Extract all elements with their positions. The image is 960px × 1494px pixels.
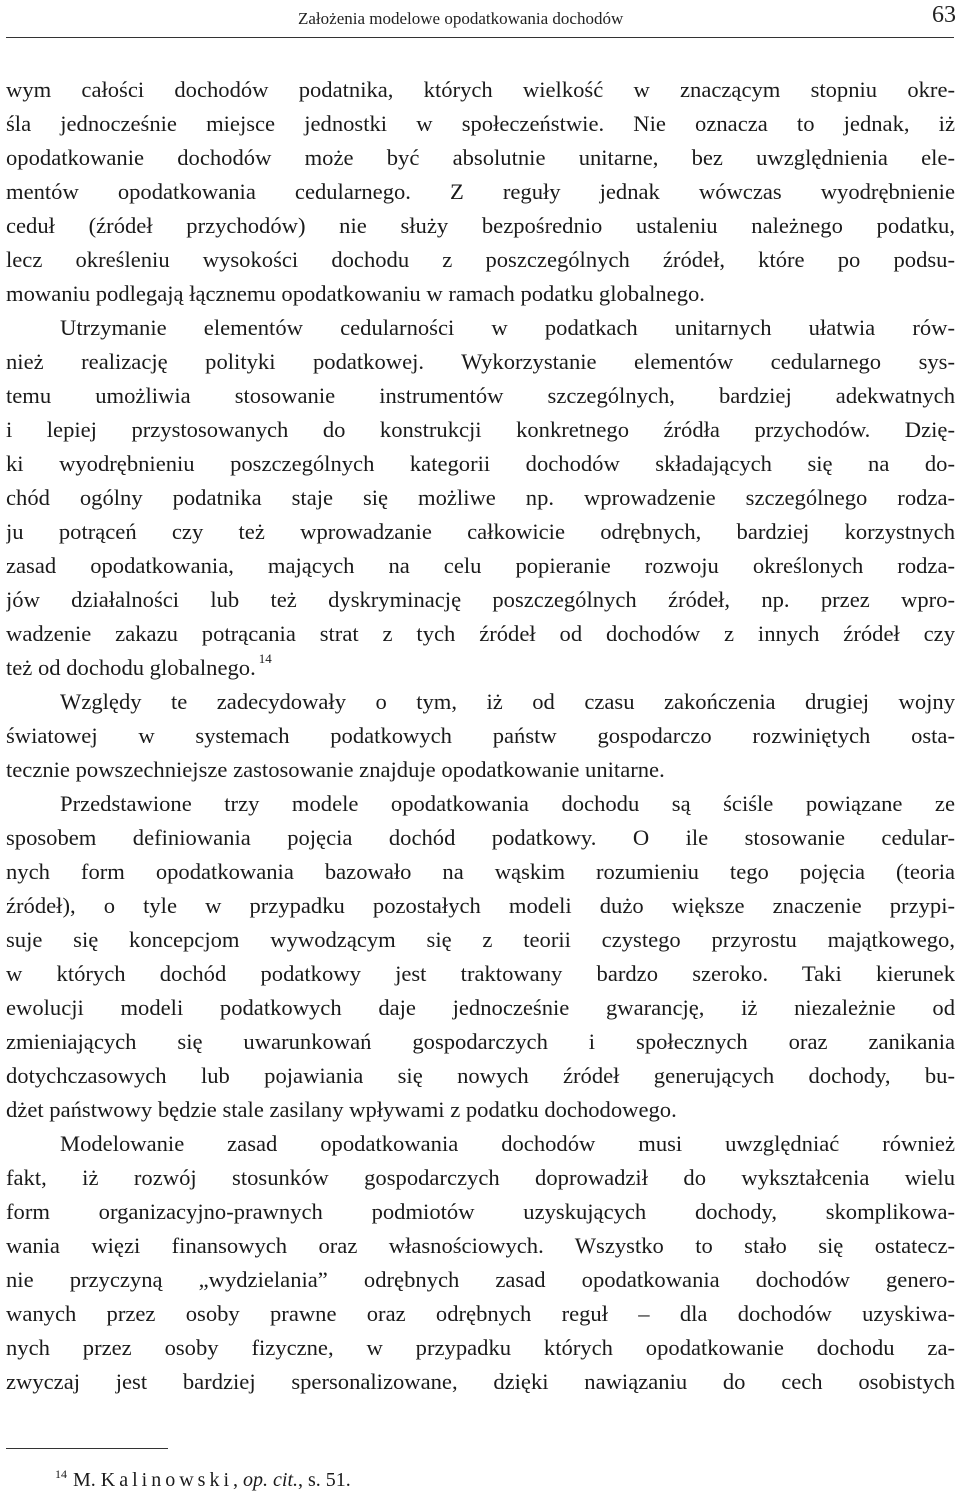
text-line: nież realizację polityki podatkowej. Wykorzystanie elementów cedularnego sys-: [6, 349, 955, 374]
text-line: zasad opodatkowania, mających na celu popieranie rozwoju określonych rodza-: [6, 553, 955, 578]
text-line: w których dochód podatkowy jest traktowany bardzo szeroko. Taki kierunek: [6, 961, 955, 986]
text-line: dżet państwowy będzie stale zasilany wpływami z podatku dochodowego.: [6, 1097, 677, 1122]
text-line: opodatkowanie dochodów może być absolutnie unitarne, bez uwzględnienia ele-: [6, 145, 955, 170]
header-rule: [6, 37, 954, 38]
text-line: wania więzi finansowych oraz własnościowych. Wszystko to stało się ostatecz-: [6, 1233, 955, 1258]
text-line: ki wyodrębnieniu poszczególnych kategorii dochodów składających się na do-: [6, 451, 955, 476]
text-line: światowej w systemach podatkowych państw gospodarczo rozwiniętych osta-: [6, 723, 955, 748]
text-line: form organizacyjno-prawnych podmiotów uzyskujących dochody, skomplikowa-: [6, 1199, 955, 1224]
text-line: Modelowanie zasad opodatkowania dochodów musi uwzględniać również: [60, 1131, 955, 1156]
text-line: ju potrąceń czy też wprowadzanie całkowicie odrębnych, bardziej korzystnych: [6, 519, 955, 544]
text-line: sposobem definiowania pojęcia dochód podatkowy. O ile stosowanie cedular-: [6, 825, 955, 850]
text-line: Przedstawione trzy modele opodatkowania dochodu są ściśle powiązane ze: [60, 791, 955, 816]
text-line: nych przez osoby fizyczne, w przypadku których opodatkowanie dochodu za-: [6, 1335, 955, 1360]
footnote-reference[interactable]: 14: [258, 651, 272, 666]
footnote: [55, 1461, 351, 1493]
page-number: 63: [932, 2, 956, 28]
text-line: temu umożliwia stosowanie instrumentów szczególnych, bardziej adekwatnych: [6, 383, 955, 408]
footnote-author-surname: Kalinowski: [100, 1469, 234, 1491]
text-line: mentów opodatkowania cedularnego. Z reguły jednak wówczas wyodrębnienie: [6, 179, 955, 204]
text-line: śla jednocześnie miejsce jednostki w społeczeństwie. Nie oznacza to jednak, iż: [6, 111, 955, 136]
text-line: wadzenie zakazu potrącania strat z tych źródeł od dochodów z innych źródeł czy: [6, 621, 955, 646]
text-line: ceduł (źródeł przychodów) nie służy bezpośrednio ustaleniu należnego podatku,: [6, 213, 955, 238]
text-line: tecznie powszechniejsze zastosowanie znajduje opodatkowanie unitarne.: [6, 757, 665, 782]
text-line: nych form opodatkowania bazowało na wąskim rozumieniu tego pojęcia (teoria: [6, 859, 955, 884]
page-header: [0, 0, 960, 40]
text-line: źródeł), o tyle w przypadku pozostałych modeli dużo większe znaczenie przypi-: [6, 893, 955, 918]
text-line: nie przyczyną „wydzielania” odrębnych zasad opodatkowania dochodów genero-: [6, 1267, 955, 1292]
text-line-content: też od dochodu globalnego.: [6, 655, 256, 680]
footnote-author-initial: M.: [73, 1469, 96, 1491]
body-text: [6, 73, 955, 1399]
text-line: wym całości dochodów podatnika, których wielkość w znaczącym stopniu okre-: [6, 77, 955, 102]
text-line: chód ogólny podatnika staje się możliwe np. wprowadzenie szczególnego rodza-: [6, 485, 955, 510]
text-line: ewolucji modeli podatkowych daje jednocześnie gwarancję, iż niezależnie od: [6, 995, 955, 1020]
text-line: i lepiej przystosowanych do konstrukcji konkretnego źródła przychodów. Dzię-: [6, 417, 955, 442]
text-line: zwyczaj jest bardziej spersonalizowane, dzięki nawiązaniu do cech osobistych: [6, 1369, 955, 1394]
text-line: [6, 651, 955, 685]
text-line: jów działalności lub też dyskryminację poszczególnych źródeł, np. przez wpro-: [6, 587, 955, 612]
text-line: wanych przez osoby prawne oraz odrębnych reguł – dla dochodów uzyskiwa-: [6, 1301, 955, 1326]
running-title: Założenia modelowe opodatkowania dochodów: [298, 9, 624, 28]
footnote-citation: op. cit.: [243, 1469, 299, 1491]
text-line: Utrzymanie elementów cedularności w podatkach unitarnych ułatwia rów-: [60, 315, 955, 340]
text-line: dotychczasowych lub pojawiania się nowych źródeł generujących dochody, bu-: [6, 1063, 955, 1088]
footnote-separator: ,: [233, 1469, 244, 1491]
text-line: lecz określeniu wysokości dochodu z poszczególnych źródeł, które po podsu-: [6, 247, 955, 272]
text-line: zmieniających się uwarunkowań gospodarczych i społecznych oraz zanikania: [6, 1029, 955, 1054]
text-line: Względy te zadecydowały o tym, iż od czasu zakończenia drugiej wojny: [60, 689, 955, 714]
text-line: fakt, iż rozwój stosunków gospodarczych doprowadził do wykształcenia wielu: [6, 1165, 955, 1190]
footnote-number: 14: [55, 1467, 67, 1481]
text-line: suje się koncepcjom wywodzącym się z teorii czystego przyrostu majątkowego,: [6, 927, 955, 952]
footnote-page: , s. 51.: [298, 1469, 351, 1491]
footnote-rule: [6, 1448, 168, 1449]
text-line: mowaniu podlegają łącznemu opodatkowaniu w ramach podatku globalnego.: [6, 281, 705, 306]
